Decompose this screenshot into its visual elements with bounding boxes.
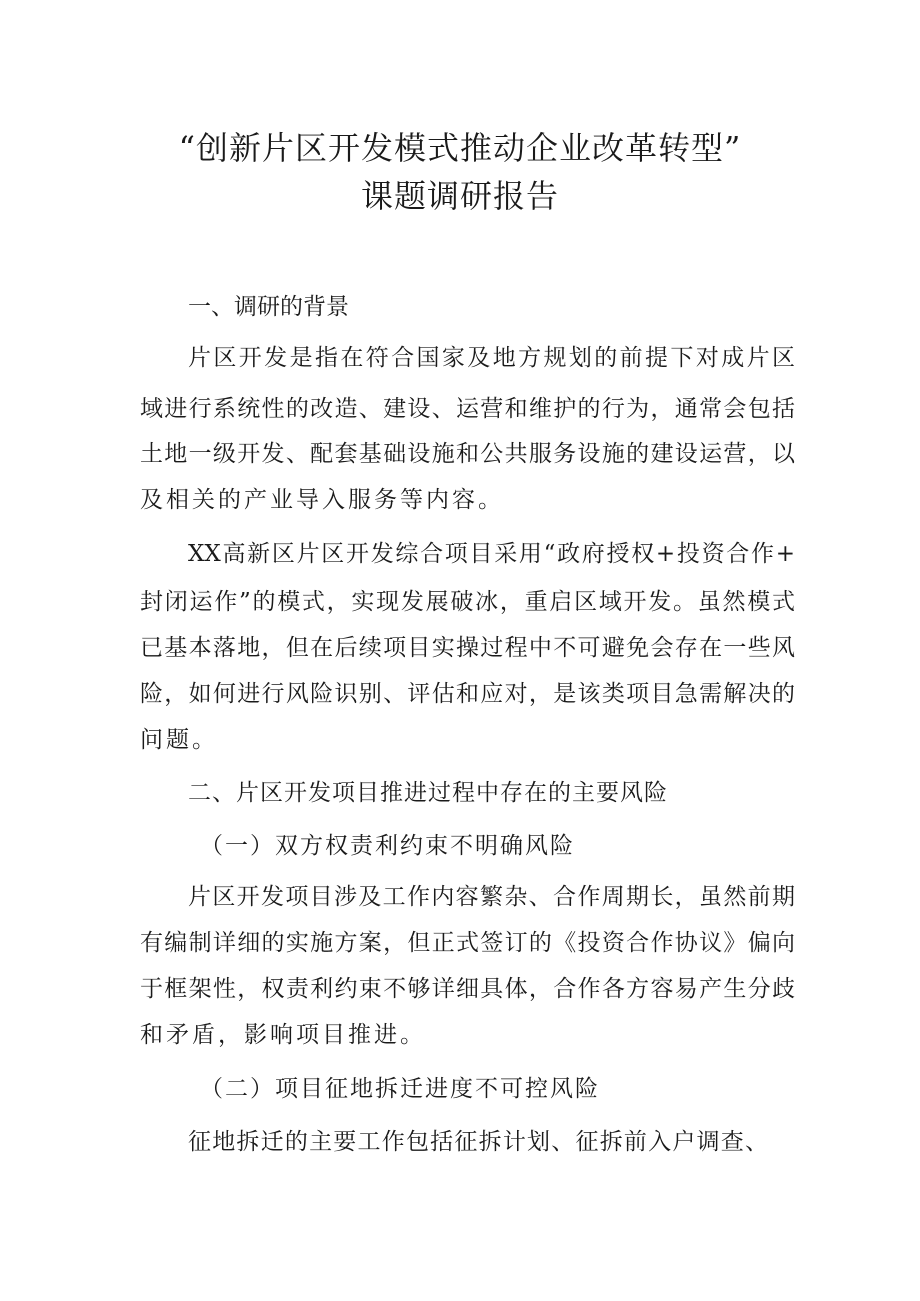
- paragraph-1-line-4: 及相关的产业导入服务等内容。: [140, 487, 504, 513]
- paragraph-2-line-1: XX高新区片区开发综合项目采用“政府授权+投资合作+: [188, 541, 795, 567]
- paragraph-3-line-3: 于框架性，权责利约束不够详细具体，合作各方容易产生分歧: [140, 976, 795, 1002]
- section-heading-1: 一、调研的背景: [188, 294, 349, 320]
- section-heading-2: 二、片区开发项目推进过程中存在的主要风险: [188, 780, 668, 806]
- paragraph-1-line-1: 片区开发是指在符合国家及地方规划的前提下对成片区: [188, 345, 795, 371]
- paragraph-3-line-2: 有编制详细的实施方案，但正式签订的《投资合作协议》偏向: [140, 930, 795, 956]
- paragraph-1-line-3: 土地一级开发、配套基础设施和公共服务设施的建设运营，以: [140, 441, 795, 467]
- paragraph-2-line-5: 问题。: [140, 727, 218, 753]
- paragraph-1-line-2: 域进行系统性的改造、建设、运营和维护的行为，通常会包括: [140, 396, 795, 422]
- paragraph-2-line-2: 封闭运作”的模式，实现发展破冰，重启区域开发。虽然模式: [140, 589, 795, 615]
- subsection-heading-1: （一）双方权责利约束不明确风险: [200, 833, 575, 859]
- paragraph-2-line-3: 已基本落地，但在后续项目实操过程中不可避免会存在一些风: [140, 635, 795, 661]
- title-line-2: 课题调研报告: [360, 177, 559, 215]
- subsection-heading-2: （二）项目征地拆迁进度不可控风险: [200, 1076, 600, 1102]
- paragraph-4-line-1: 征地拆迁的主要工作包括征拆计划、征拆前入户调查、: [188, 1129, 768, 1155]
- paragraph-3-line-1: 片区开发项目涉及工作内容繁杂、合作周期长，虽然前期: [188, 884, 795, 910]
- paragraph-2-line-4: 险，如何进行风险识别、评估和应对，是该类项目急需解决的: [140, 681, 795, 707]
- title-line-1: “创新片区开发模式推动企业改革转型”: [178, 129, 742, 167]
- paragraph-3-line-4: 和矛盾，影响项目推进。: [140, 1022, 426, 1048]
